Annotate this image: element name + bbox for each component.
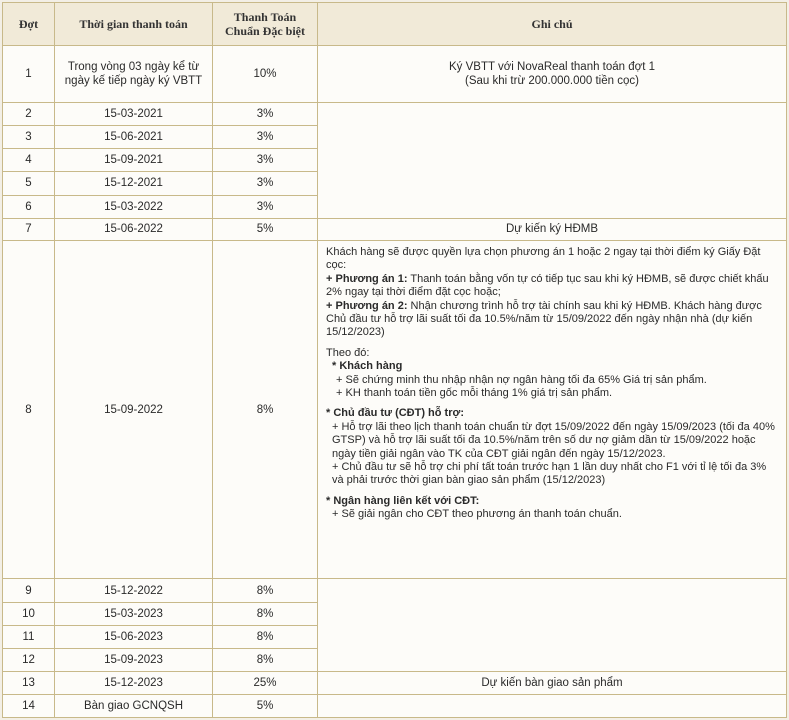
row-note-empty	[318, 102, 787, 218]
row-time: 15-12-2021	[55, 172, 213, 195]
cdt-label: * Chủ đầu tư (CĐT) hỗ trợ:	[326, 407, 464, 420]
header-dot: Đợt	[3, 3, 55, 46]
row-note-empty	[318, 579, 787, 672]
row-pct: 3%	[213, 195, 318, 218]
row-pct: 3%	[213, 125, 318, 148]
row-dot: 14	[3, 694, 55, 717]
row-dot: 9	[3, 579, 55, 602]
note-cdt-heading	[326, 407, 778, 420]
row-pct: 8%	[213, 649, 318, 672]
row-dot: 2	[3, 102, 55, 125]
row-dot: 5	[3, 172, 55, 195]
row-pct: 8%	[213, 579, 318, 602]
option-2-label: + Phương án 2:	[326, 299, 408, 312]
row-dot: 3	[3, 125, 55, 148]
row-pct: 8%	[213, 240, 318, 579]
row-pct: 3%	[213, 172, 318, 195]
row-time: 15-12-2022	[55, 579, 213, 602]
row-time: 15-03-2023	[55, 602, 213, 625]
row-note	[318, 46, 787, 103]
table-row	[3, 102, 787, 125]
row-note-program	[318, 240, 787, 579]
option-1-label: + Phương án 1:	[326, 272, 408, 285]
header-thanh-toan-line2: Chuẩn Đặc biệt	[224, 24, 305, 38]
note-ngan-hang-1: + Sẽ giải ngân cho CĐT theo phương án thanh toán chuẩn.	[332, 508, 622, 521]
row-time: 15-06-2023	[55, 625, 213, 648]
row-time: 15-03-2022	[55, 195, 213, 218]
note-khach-hang-2: + KH thanh toán tiền gốc mỗi tháng 1% giá trị sản phẩm.	[336, 387, 613, 400]
row-note-line2: (Sau khi trừ 200.000.000 tiền cọc)	[465, 74, 639, 87]
row-time: Trong vòng 03 ngày kể từ ngày kế tiếp ngày ký VBTT	[55, 46, 213, 103]
row-dot: 10	[3, 602, 55, 625]
header-thanh-toan	[213, 3, 318, 46]
row-pct: 3%	[213, 149, 318, 172]
row-dot: 6	[3, 195, 55, 218]
row-dot: 12	[3, 649, 55, 672]
row-pct: 10%	[213, 46, 318, 103]
row-dot: 4	[3, 149, 55, 172]
note-khach-hang-heading	[326, 360, 778, 373]
ngan-hang-label: * Ngân hàng liên kết với CĐT:	[326, 494, 480, 507]
note-cdt-2: + Chủ đầu tư sẽ hỗ trợ chi phí tất toán trước hạn 1 lần duy nhất cho F1 với tỉ lệ tối đa 3% và phải trước thời gian bàn giao sản phẩm (15/12/2023)	[332, 461, 767, 487]
row-time: 15-06-2021	[55, 125, 213, 148]
row-dot: 13	[3, 672, 55, 694]
khach-hang-label: * Khách hàng	[332, 360, 403, 373]
note-khach-hang-1: + Sẽ chứng minh thu nhập nhận nợ ngân hàng tối đa 65% Giá trị sản phẩm.	[336, 373, 707, 386]
table-row	[3, 240, 787, 579]
note-cdt-1: + Hỗ trợ lãi theo lịch thanh toán chuẩn từ đợt 15/09/2022 đến ngày 15/09/2023 (tối đa 40% GTSP) và hỗ trợ lãi suất tối đa 10.5%/năm trên số dư nợ giảm dần từ 15/09/2022 hoặc ngày tiền giải ngân vào TK của CĐT giải ngân đến ngày 15/12/2023.	[332, 420, 775, 460]
row-pct: 25%	[213, 672, 318, 694]
row-pct: 8%	[213, 625, 318, 648]
table-row	[3, 672, 787, 694]
note-intro: Khách hàng sẽ được quyền lựa chọn phương án 1 hoặc 2 ngay tại thời điểm ký Giấy Đặt cọc:	[326, 245, 761, 272]
option-1-text: Thanh toán bằng vốn tự có tiếp tục sau khi ký HĐMB, sẽ được chiết khấu 2% ngay tại thời điểm đặt cọc hoặc;	[326, 272, 769, 299]
row-dot: 11	[3, 625, 55, 648]
row-pct: 5%	[213, 694, 318, 717]
row-pct: 3%	[213, 102, 318, 125]
row-note: Dự kiến bàn giao sản phẩm	[318, 672, 787, 694]
row-note-line1: Ký VBTT với NovaReal thanh toán đợt 1	[448, 60, 655, 73]
row-dot: 8	[3, 240, 55, 579]
row-time: 15-06-2022	[55, 218, 213, 240]
table-row	[3, 694, 787, 717]
row-time: 15-09-2022	[55, 240, 213, 579]
row-time: Bàn giao GCNQSH	[55, 694, 213, 717]
note-option-2	[326, 300, 778, 340]
note-ngan-hang-heading	[326, 495, 778, 508]
table-row	[3, 218, 787, 240]
option-2-text: Nhận chương trình hỗ trợ tài chính sau khi ký HĐMB. Khách hàng được Chủ đầu tư hỗ trợ lãi suất tối đa 10.5%/năm từ 15/09/2022 đến ngày nhận nhà (dự kiến 15/12/2023)	[326, 299, 762, 339]
header-ghi-chu: Ghi chú	[318, 3, 787, 46]
row-time: 15-03-2021	[55, 102, 213, 125]
row-time: 15-09-2023	[55, 649, 213, 672]
row-dot: 1	[3, 46, 55, 103]
header-thoi-gian: Thời gian thanh toán	[55, 3, 213, 46]
header-row	[3, 3, 787, 46]
row-time: 15-12-2023	[55, 672, 213, 694]
row-time: 15-09-2021	[55, 149, 213, 172]
note-option-1	[326, 273, 778, 300]
row-pct: 8%	[213, 602, 318, 625]
row-note: Dự kiến ký HĐMB	[318, 218, 787, 240]
payment-schedule-table	[2, 2, 787, 718]
row-note-empty	[318, 694, 787, 717]
table-row	[3, 46, 787, 103]
note-theo-do: Theo đó:	[326, 346, 370, 359]
row-pct: 5%	[213, 218, 318, 240]
header-thanh-toan-line1: Thanh Toán	[233, 10, 297, 24]
table-row	[3, 579, 787, 602]
row-dot: 7	[3, 218, 55, 240]
